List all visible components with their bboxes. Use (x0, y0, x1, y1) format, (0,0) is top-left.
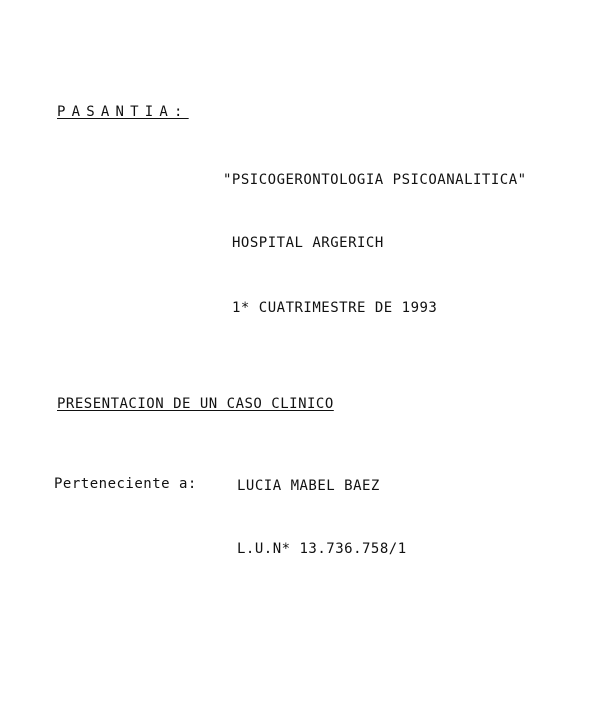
pasantia-heading: PASANTIA: (57, 104, 189, 120)
academic-period: 1* CUATRIMESTRE DE 1993 (232, 300, 438, 316)
case-heading: PRESENTACION DE UN CASO CLINICO (57, 396, 334, 412)
student-id: L.U.N* 13.736.758/1 (237, 541, 407, 557)
belongs-label: Perteneciente a: (54, 476, 197, 492)
document-title: "PSICOGERONTOLOGIA PSICOANALITICA" (223, 172, 527, 188)
hospital-name: HOSPITAL ARGERICH (232, 235, 384, 251)
author-name: LUCIA MABEL BAEZ (237, 478, 380, 494)
